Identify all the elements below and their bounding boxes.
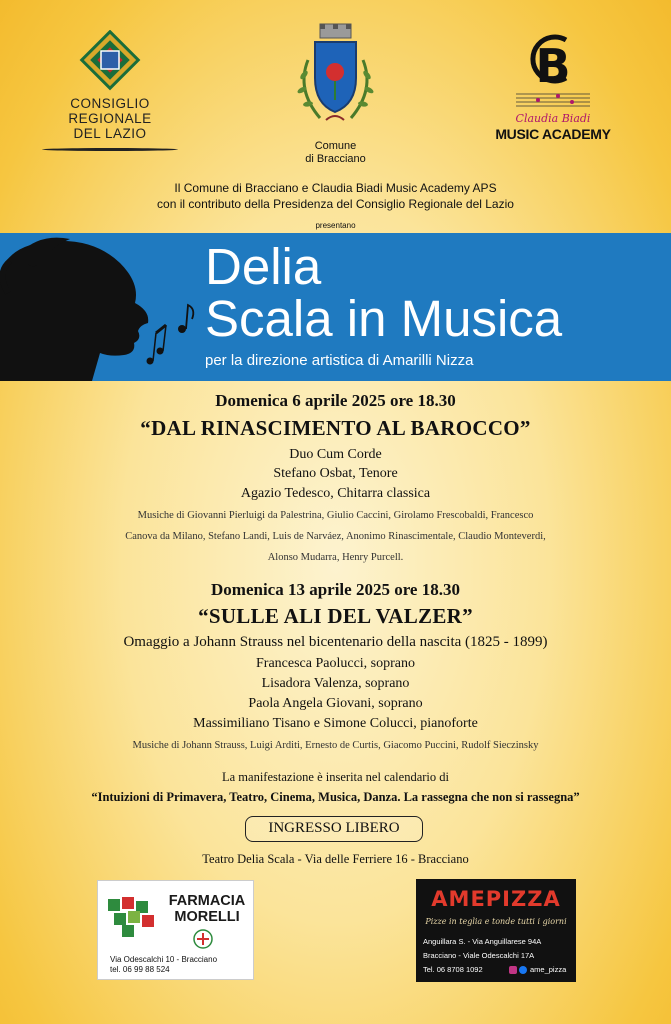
cb-monogram-icon	[488, 30, 618, 114]
farmacia-name	[164, 893, 250, 925]
lazio-line3: DEL LAZIO	[73, 126, 147, 141]
event2-performer3: Paola Angela Giovani, soprano	[248, 696, 423, 711]
intro-line2: con il contributo della Presidenza del Consiglio Regionale del Lazio	[157, 197, 514, 211]
amepizza-tagline: Pizze in teglia e tonde tutti i giorni	[425, 917, 567, 926]
comune-line2: di Bracciano	[305, 153, 366, 165]
title-line1: Delia	[205, 238, 322, 295]
farmacia-name2: MORELLI	[174, 909, 240, 925]
lazio-line1: CONSIGLIO	[70, 96, 150, 111]
singer-silhouette-icon	[0, 233, 200, 381]
farmacia-address: Via Odescalchi 10 - Bracciano	[110, 955, 218, 964]
academy-script-label: Claudia Biadi	[515, 112, 591, 125]
academy-name-label: MUSIC ACADEMY	[495, 126, 611, 142]
lazio-swoosh	[42, 148, 178, 151]
free-entry-badge: INGRESSO LIBERO	[245, 816, 423, 842]
coat-of-arms-icon	[278, 20, 393, 138]
intro-text	[0, 180, 671, 212]
event1-performer3: Agazio Tedesco, Chitarra classica	[240, 486, 431, 501]
amepizza-address1: Anguillara S. - Via Anguillarese 94A	[423, 937, 542, 946]
event1-date: Domenica 6 aprile 2025 ore 18.30	[215, 391, 456, 410]
farmacia-contact	[110, 955, 217, 975]
event1-title: “DAL RINASCIMENTO AL BAROCCO”	[140, 416, 531, 440]
event1-music	[0, 505, 671, 568]
event1-music-line3: Alonso Mudarra, Henry Purcell.	[267, 552, 404, 563]
title-line2: Scala in Musica	[205, 290, 563, 347]
consiglio-regionale-lazio-logo	[40, 30, 180, 160]
event1-performer2: Stefano Osbat, Tenore	[273, 466, 398, 481]
amepizza-logo: AMEPIZZA	[431, 887, 561, 911]
amepizza-phone: Tel. 06 8708 1092	[423, 965, 483, 974]
claudia-biadi-music-academy-logo	[488, 30, 618, 150]
farmacia-seal-icon	[193, 929, 213, 949]
event2-performer2: Lisadora Valenza, soprano	[261, 676, 410, 691]
lazio-label	[40, 96, 180, 141]
farmacia-morelli-sponsor	[97, 880, 254, 980]
facebook-icon	[519, 966, 527, 974]
pharmacy-puzzle-icon	[104, 895, 164, 939]
instagram-icon	[509, 966, 517, 974]
amepizza-sponsor	[416, 879, 576, 982]
comune-label	[278, 140, 393, 166]
comune-line1: Comune	[314, 140, 357, 152]
event2-subtitle: Omaggio a Johann Strauss nel bicentenario della nascita (1825 - 1899)	[123, 634, 548, 650]
event1-music-line2: Canova da Milano, Stefano Landi, Luis de Narváez, Anonimo Rinascimentale, Claudio Monteverdi,	[125, 531, 546, 542]
event2-date: Domenica 13 aprile 2025 ore 18.30	[211, 580, 460, 599]
event1-music-line1: Musiche di Giovanni Pierluigi da Palestrina, Giulio Caccini, Girolamo Frescobaldi, Francesco	[137, 510, 534, 521]
comune-bracciano-logo	[278, 20, 393, 170]
amepizza-social: ame_pizza	[530, 965, 567, 974]
event2-performer4: Massimiliano Tisano e Simone Colucci, pianoforte	[193, 716, 478, 731]
amepizza-address2: Bracciano - Viale Odescalchi 17A	[423, 951, 535, 960]
intro-line1: Il Comune di Bracciano e Claudia Biadi Music Academy APS	[174, 181, 497, 195]
event2-music: Musiche di Johann Strauss, Luigi Arditi, Ernesto de Curtis, Giacomo Puccini, Rudolf Sieczinsky	[132, 740, 539, 751]
banner-subtitle: per la direzione artistica di Amarilli Nizza	[205, 352, 474, 369]
farmacia-phone: tel. 06 99 88 524	[110, 965, 170, 974]
lazio-emblem-icon	[40, 30, 180, 92]
lazio-line2: REGIONALE	[68, 111, 152, 126]
festival-name: “Intuizioni di Primavera, Teatro, Cinema, Musica, Danza. La rassegna che non si rassegna”	[91, 790, 580, 804]
presentano-label: presentano	[315, 221, 356, 230]
venue-address: Teatro Delia Scala - Via delle Ferriere 16 - Bracciano	[202, 852, 469, 866]
calendar-note: La manifestazione è inserita nel calendario di	[222, 770, 449, 784]
svg-text:B: B	[535, 39, 571, 93]
title-banner	[0, 233, 671, 381]
event1-performer1: Duo Cum Corde	[289, 447, 382, 462]
event2-title: “SULLE ALI DEL VALZER”	[198, 604, 473, 628]
event2-performer1: Francesca Paolucci, soprano	[256, 656, 415, 671]
farmacia-name1: FARMACIA	[168, 893, 246, 909]
